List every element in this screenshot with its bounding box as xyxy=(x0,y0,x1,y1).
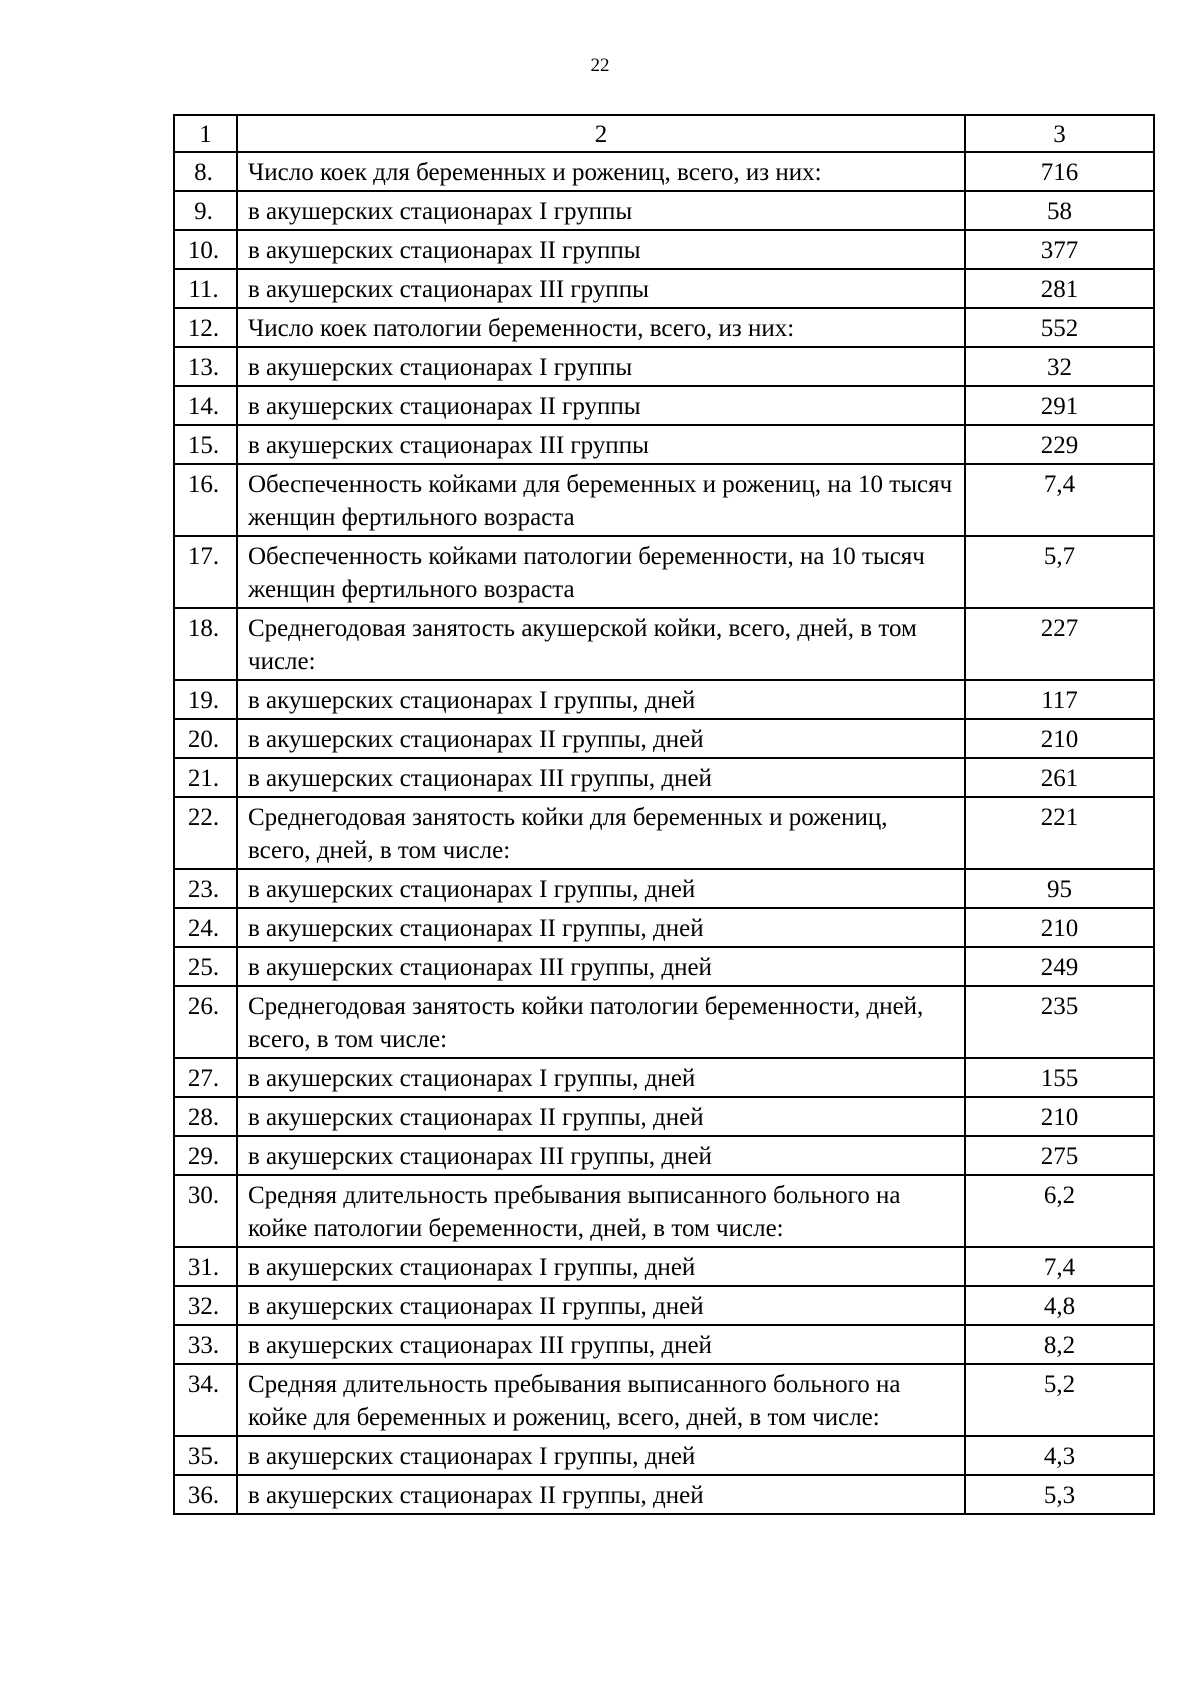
table-row xyxy=(174,869,1154,908)
row-number-cell: 28. xyxy=(174,1097,237,1136)
row-description-cell: в акушерских стационарах III группы, дней xyxy=(237,1325,965,1364)
row-description-cell: Обеспеченность койками для беременных и рожениц, на 10 тысяч женщин фертильного возраста xyxy=(237,464,965,536)
table-row xyxy=(174,1175,1154,1247)
row-number-cell: 27. xyxy=(174,1058,237,1097)
table-row xyxy=(174,986,1154,1058)
table-row xyxy=(174,347,1154,386)
row-description-cell: в акушерских стационарах I группы xyxy=(237,191,965,230)
row-value-cell: 227 xyxy=(965,608,1154,680)
row-value-cell: 377 xyxy=(965,230,1154,269)
row-number-cell: 19. xyxy=(174,680,237,719)
table-row xyxy=(174,1475,1154,1514)
row-description-cell: Средняя длительность пребывания выписанного больного на койке для беременных и рожениц, всего, дней, в том числе: xyxy=(237,1364,965,1436)
row-value-cell: 5,3 xyxy=(965,1475,1154,1514)
table-header-row xyxy=(174,115,1154,152)
row-value-cell: 210 xyxy=(965,908,1154,947)
row-value-cell: 229 xyxy=(965,425,1154,464)
table-row xyxy=(174,908,1154,947)
row-number-cell: 18. xyxy=(174,608,237,680)
table-row xyxy=(174,269,1154,308)
row-value-cell: 7,4 xyxy=(965,464,1154,536)
page-number: 22 xyxy=(590,55,610,76)
row-value-cell: 95 xyxy=(965,869,1154,908)
row-value-cell: 155 xyxy=(965,1058,1154,1097)
table-row xyxy=(174,230,1154,269)
column-header-description: 2 xyxy=(237,115,965,152)
row-number-cell: 12. xyxy=(174,308,237,347)
row-value-cell: 281 xyxy=(965,269,1154,308)
table-row xyxy=(174,386,1154,425)
table-row xyxy=(174,758,1154,797)
row-description-cell: Средняя длительность пребывания выписанного больного на койке патологии беременности, дней, в том числе: xyxy=(237,1175,965,1247)
row-number-cell: 32. xyxy=(174,1286,237,1325)
row-number-cell: 8. xyxy=(174,152,237,191)
row-description-cell: в акушерских стационарах I группы, дней xyxy=(237,869,965,908)
row-number-cell: 35. xyxy=(174,1436,237,1475)
row-number-cell: 23. xyxy=(174,869,237,908)
row-number-cell: 25. xyxy=(174,947,237,986)
row-number-cell: 30. xyxy=(174,1175,237,1247)
row-value-cell: 32 xyxy=(965,347,1154,386)
row-description-cell: в акушерских стационарах II группы, дней xyxy=(237,719,965,758)
row-number-cell: 34. xyxy=(174,1364,237,1436)
row-value-cell: 4,3 xyxy=(965,1436,1154,1475)
row-number-cell: 16. xyxy=(174,464,237,536)
table-row xyxy=(174,1058,1154,1097)
row-value-cell: 7,4 xyxy=(965,1247,1154,1286)
row-value-cell: 716 xyxy=(965,152,1154,191)
row-value-cell: 4,8 xyxy=(965,1286,1154,1325)
row-value-cell: 5,2 xyxy=(965,1364,1154,1436)
row-value-cell: 221 xyxy=(965,797,1154,869)
row-number-cell: 31. xyxy=(174,1247,237,1286)
row-number-cell: 26. xyxy=(174,986,237,1058)
row-number-cell: 9. xyxy=(174,191,237,230)
table-row xyxy=(174,1247,1154,1286)
row-description-cell: в акушерских стационарах II группы, дней xyxy=(237,1286,965,1325)
table-row xyxy=(174,1325,1154,1364)
table-row xyxy=(174,308,1154,347)
table-row xyxy=(174,1286,1154,1325)
table-row xyxy=(174,1136,1154,1175)
table-body xyxy=(174,152,1154,1514)
row-description-cell: Число коек патологии беременности, всего, из них: xyxy=(237,308,965,347)
column-header-value: 3 xyxy=(965,115,1154,152)
row-description-cell: Обеспеченность койками патологии беременности, на 10 тысяч женщин фертильного возраста xyxy=(237,536,965,608)
row-description-cell: Среднегодовая занятость акушерской койки, всего, дней, в том числе: xyxy=(237,608,965,680)
row-number-cell: 36. xyxy=(174,1475,237,1514)
row-description-cell: Среднегодовая занятость койки патологии беременности, дней, всего, в том числе: xyxy=(237,986,965,1058)
row-description-cell: в акушерских стационарах III группы xyxy=(237,269,965,308)
row-description-cell: в акушерских стационарах II группы xyxy=(237,230,965,269)
row-description-cell: в акушерских стационарах I группы, дней xyxy=(237,1247,965,1286)
row-value-cell: 6,2 xyxy=(965,1175,1154,1247)
table-row xyxy=(174,947,1154,986)
row-number-cell: 13. xyxy=(174,347,237,386)
row-description-cell: в акушерских стационарах I группы, дней xyxy=(237,1436,965,1475)
row-value-cell: 249 xyxy=(965,947,1154,986)
row-description-cell: в акушерских стационарах III группы, дней xyxy=(237,758,965,797)
table-row xyxy=(174,464,1154,536)
table-row xyxy=(174,680,1154,719)
table-row xyxy=(174,1097,1154,1136)
row-value-cell: 5,7 xyxy=(965,536,1154,608)
row-value-cell: 210 xyxy=(965,719,1154,758)
row-value-cell: 275 xyxy=(965,1136,1154,1175)
table-row xyxy=(174,1364,1154,1436)
row-number-cell: 29. xyxy=(174,1136,237,1175)
column-header-number: 1 xyxy=(174,115,237,152)
row-description-cell: Число коек для беременных и рожениц, всего, из них: xyxy=(237,152,965,191)
table-row xyxy=(174,1436,1154,1475)
row-number-cell: 11. xyxy=(174,269,237,308)
row-description-cell: в акушерских стационарах II группы, дней xyxy=(237,1097,965,1136)
row-value-cell: 261 xyxy=(965,758,1154,797)
row-description-cell: Среднегодовая занятость койки для беременных и рожениц, всего, дней, в том числе: xyxy=(237,797,965,869)
table-row xyxy=(174,797,1154,869)
row-description-cell: в акушерских стационарах II группы, дней xyxy=(237,1475,965,1514)
table-row xyxy=(174,536,1154,608)
row-number-cell: 14. xyxy=(174,386,237,425)
row-description-cell: в акушерских стационарах III группы xyxy=(237,425,965,464)
table-row xyxy=(174,425,1154,464)
row-value-cell: 235 xyxy=(965,986,1154,1058)
table-row xyxy=(174,191,1154,230)
row-number-cell: 21. xyxy=(174,758,237,797)
row-description-cell: в акушерских стационарах I группы xyxy=(237,347,965,386)
row-description-cell: в акушерских стационарах III группы, дней xyxy=(237,1136,965,1175)
table-row xyxy=(174,608,1154,680)
row-number-cell: 22. xyxy=(174,797,237,869)
row-description-cell: в акушерских стационарах I группы, дней xyxy=(237,680,965,719)
row-description-cell: в акушерских стационарах II группы, дней xyxy=(237,908,965,947)
row-value-cell: 8,2 xyxy=(965,1325,1154,1364)
row-value-cell: 117 xyxy=(965,680,1154,719)
row-number-cell: 15. xyxy=(174,425,237,464)
row-value-cell: 552 xyxy=(965,308,1154,347)
row-description-cell: в акушерских стационарах III группы, дней xyxy=(237,947,965,986)
row-value-cell: 210 xyxy=(965,1097,1154,1136)
statistics-table xyxy=(173,114,1155,1515)
row-value-cell: 58 xyxy=(965,191,1154,230)
row-number-cell: 20. xyxy=(174,719,237,758)
row-number-cell: 17. xyxy=(174,536,237,608)
row-description-cell: в акушерских стационарах II группы xyxy=(237,386,965,425)
row-number-cell: 24. xyxy=(174,908,237,947)
table-row xyxy=(174,152,1154,191)
row-number-cell: 10. xyxy=(174,230,237,269)
row-number-cell: 33. xyxy=(174,1325,237,1364)
table-row xyxy=(174,719,1154,758)
row-description-cell: в акушерских стационарах I группы, дней xyxy=(237,1058,965,1097)
row-value-cell: 291 xyxy=(965,386,1154,425)
